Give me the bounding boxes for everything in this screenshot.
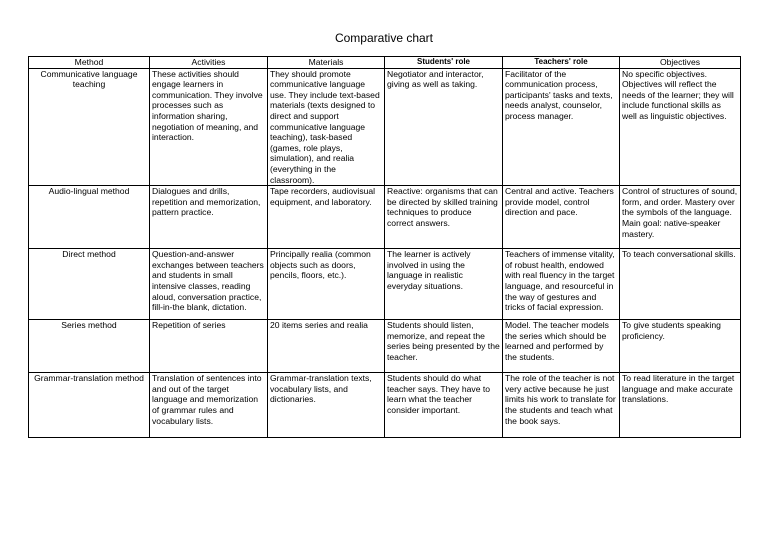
objectives-cell: To read literature in the target language and make accurate translations. bbox=[620, 373, 741, 438]
activities-cell: Dialogues and drills, repetition and memorization, pattern practice. bbox=[150, 186, 268, 249]
teachers-role-cell: Facilitator of the communication process, participants' tasks and texts, needs analyst, counselor, process manager. bbox=[503, 68, 620, 186]
header-objectives: Objectives bbox=[620, 57, 741, 69]
header-row bbox=[29, 57, 741, 69]
objectives-cell: No specific objectives. Objectives will reflect the needs of the learner; they will include functional skills as well as linguistic objectives. bbox=[620, 68, 741, 186]
comparative-chart-table bbox=[28, 56, 741, 438]
activities-cell: These activities should engage learners in communication. They involve processes such as information sharing, negotiation of meaning, and interaction. bbox=[150, 68, 268, 186]
objectives-cell: To give students speaking proficiency. bbox=[620, 320, 741, 373]
page-title: Comparative chart bbox=[334, 31, 434, 45]
activities-cell: Repetition of series bbox=[150, 320, 268, 373]
students-role-cell: The learner is actively involved in using the language in realistic everyday situations. bbox=[385, 249, 503, 320]
teachers-role-cell: Central and active. Teachers provide model, control direction and pace. bbox=[503, 186, 620, 249]
teachers-role-cell: Model. The teacher models the series which should be learned and performed by the students. bbox=[503, 320, 620, 373]
materials-cell: 20 items series and realia bbox=[268, 320, 385, 373]
method-cell: Series method bbox=[29, 320, 150, 373]
table-row bbox=[29, 68, 741, 186]
students-role-cell: Negotiator and interactor, giving as well as taking. bbox=[385, 68, 503, 186]
method-cell: Communicative language teaching bbox=[29, 68, 150, 186]
students-role-cell: Reactive: organisms that can be directed by skilled training techniques to produce correct answers. bbox=[385, 186, 503, 249]
header-materials: Materials bbox=[268, 57, 385, 69]
students-role-cell: Students should do what teacher says. They have to learn what the teacher consider important. bbox=[385, 373, 503, 438]
table-row bbox=[29, 320, 741, 373]
header-students-role: Students' role bbox=[385, 57, 503, 69]
materials-cell: Tape recorders, audiovisual equipment, and laboratory. bbox=[268, 186, 385, 249]
header-method: Method bbox=[29, 57, 150, 69]
teachers-role-cell: The role of the teacher is not very active because he just limits his work to translate for the students and teach what the book says. bbox=[503, 373, 620, 438]
teachers-role-cell: Teachers of immense vitality, of robust health, endowed with real fluency in the target language, and resourceful in the way of gestures and tricks of facial expression. bbox=[503, 249, 620, 320]
table-row bbox=[29, 186, 741, 249]
header-teachers-role: Teachers' role bbox=[503, 57, 620, 69]
table-row bbox=[29, 249, 741, 320]
objectives-cell: Control of structures of sound, form, and order. Mastery over the symbols of the language. Main goal: native-speaker mastery. bbox=[620, 186, 741, 249]
students-role-cell: Students should listen, memorize, and repeat the series being presented by the teacher. bbox=[385, 320, 503, 373]
materials-cell: Principally realia (common objects such as doors, pencils, floors, etc.). bbox=[268, 249, 385, 320]
materials-cell: They should promote communicative language use. They include text-based materials (texts designed to direct and support communicative language teaching), task-based (games, role plays, simulation), and realia (everything in the classroom). bbox=[268, 68, 385, 186]
header-activities: Activities bbox=[150, 57, 268, 69]
objectives-cell: To teach conversational skills. bbox=[620, 249, 741, 320]
table-row bbox=[29, 373, 741, 438]
method-cell: Direct method bbox=[29, 249, 150, 320]
activities-cell: Translation of sentences into and out of the target language and memorization of grammar rules and vocabulary lists. bbox=[150, 373, 268, 438]
materials-cell: Grammar-translation texts, vocabulary lists, and dictionaries. bbox=[268, 373, 385, 438]
activities-cell: Question-and-answer exchanges between teachers and students in small intensive classes, reading aloud, conversation practice, fill-in-the blank, dictation. bbox=[150, 249, 268, 320]
method-cell: Grammar-translation method bbox=[29, 373, 150, 438]
method-cell: Audio-lingual method bbox=[29, 186, 150, 249]
